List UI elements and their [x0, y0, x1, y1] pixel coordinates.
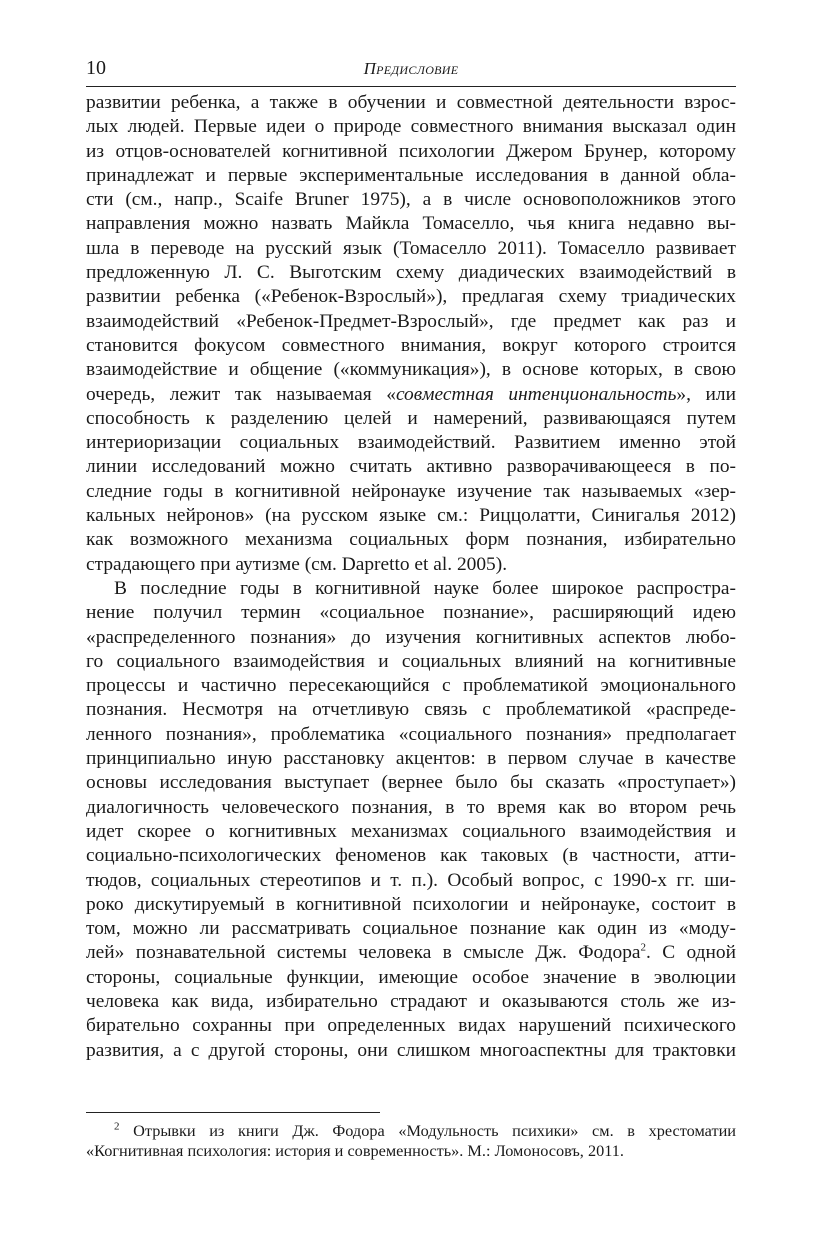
text-segment: диалогичность человеческого познания, в то время как во втором речь — [86, 796, 736, 818]
text-line — [86, 941, 736, 965]
page-number: 10 — [86, 57, 106, 79]
text-line — [86, 674, 736, 698]
text-line — [86, 188, 736, 212]
text-line — [86, 990, 736, 1014]
text-line — [86, 820, 736, 844]
text-line — [86, 796, 736, 820]
text-line — [86, 91, 736, 115]
running-title: Предисловие — [363, 59, 459, 78]
text-line — [86, 698, 736, 722]
text-segment: тюдов, социальных стереотипов и т. п.). Особый вопрос, с 1990-х гг. ши- — [86, 869, 736, 891]
text-segment: развития, а с другой стороны, они слишком многоаспектны для трактовки — [86, 1039, 736, 1061]
text-segment: процессы и частично пересекающийся с проблематикой эмоционального — [86, 675, 736, 697]
text-segment: принципиально иную расстановку акцентов: в первом случае в качестве — [86, 748, 736, 770]
text-line — [86, 626, 736, 650]
text-line — [86, 212, 736, 236]
text-line — [86, 237, 736, 261]
text-segment: ленного познания», проблематика «социального познания» предполагает — [86, 723, 736, 745]
text-line — [86, 553, 736, 577]
text-segment: «распределенного познания» до изучения когнитивных аспектов любо- — [86, 626, 736, 648]
text-segment: страдающего при аутизме (см. Dapretto et al. 2005). — [86, 553, 508, 575]
text-segment: идет скорее о когнитивных механизмах социального взаимодействия и — [86, 820, 736, 842]
text-segment: познания. Несмотря на отчетливую связь с проблематикой «распреде- — [86, 699, 736, 721]
text-line — [86, 601, 736, 625]
text-line — [86, 455, 736, 479]
text-segment: линии исследований можно считать активно разворачивающееся в по- — [86, 456, 736, 478]
running-header — [86, 56, 736, 84]
footnote-line — [86, 1121, 736, 1141]
text-segment: го социального взаимодействия и социальных влияний на когнитивные — [86, 650, 736, 672]
text-line — [86, 723, 736, 747]
text-segment: том, можно ли рассматривать социальное познание как один из «моду- — [86, 918, 736, 940]
text-segment: лей» познавательной системы человека в смысле Дж. Фодора — [86, 942, 641, 964]
text-segment: бирательно сохранны при определенных видах нарушений психического — [86, 1015, 736, 1037]
text-segment: . С одной — [646, 942, 736, 964]
footnote-line — [86, 1141, 736, 1161]
footnote-text: Отрывки из книги Дж. Фодора «Модульность психики» см. в хрестоматии — [119, 1121, 736, 1140]
text-line — [86, 650, 736, 674]
text-segment: кальных нейронов» (на русском языке см.: Риццолатти, Синигалья 2012) — [86, 505, 736, 527]
italic-term: совместная интенциональность — [395, 383, 677, 405]
text-line — [86, 966, 736, 990]
body-text — [86, 91, 736, 1063]
text-line — [86, 115, 736, 139]
paragraph — [86, 91, 736, 577]
text-segment: предложенную Л. С. Выготским схему диадических взаимодействий в — [86, 262, 736, 284]
text-segment: интериоризации социальных взаимодействий. Развитием именно этой — [86, 432, 736, 454]
text-segment: развитии ребенка («Ребенок-Взрослый»), предлагая схему триадических — [86, 286, 736, 308]
footnote-marker: 2 — [114, 1120, 120, 1133]
text-line — [86, 261, 736, 285]
footnote-reference: 2 — [640, 941, 647, 954]
text-segment: как возможного механизма социальных форм познания, избирательно — [86, 529, 736, 551]
text-segment: взаимодействий «Ребенок-Предмет-Взрослый», где предмет как раз и — [86, 310, 736, 332]
text-segment: из отцов-основателей когнитивной психологии Джером Брунер, которому — [86, 140, 736, 162]
text-segment: шла в переводе на русский язык (Томаселло 2011). Томаселло развивает — [86, 237, 736, 259]
text-segment: », или — [676, 383, 736, 405]
text-line — [86, 140, 736, 164]
footnote — [86, 1121, 736, 1161]
text-line — [86, 358, 736, 382]
text-segment: взаимодействие и общение («коммуникация»), в основе которых, в свою — [86, 359, 736, 381]
text-line — [86, 407, 736, 431]
text-line — [86, 747, 736, 771]
text-segment: нение получил термин «социальное познание», расширяющий идею — [86, 602, 736, 624]
footnote-text: «Когнитивная психология: история и современность». М.: Ломоносовъ, 2011. — [86, 1141, 624, 1160]
footnote-rule — [86, 1112, 380, 1113]
text-line — [86, 1014, 736, 1038]
text-line — [86, 917, 736, 941]
text-line — [86, 310, 736, 334]
text-line — [86, 844, 736, 868]
text-segment: лых людей. Первые идеи о природе совместного внимания высказал один — [86, 116, 736, 138]
text-segment: способность к разделению целей и намерений, развивающаяся путем — [86, 407, 736, 429]
text-segment: В последние годы в когнитивной науке более широкое распростра- — [114, 577, 736, 599]
header-rule — [86, 86, 736, 87]
text-line — [86, 480, 736, 504]
text-segment: становится фокусом совместного внимания, вокруг которого строится — [86, 334, 736, 356]
text-segment: очередь, лежит так называемая « — [86, 383, 396, 405]
text-line — [86, 431, 736, 455]
text-line — [86, 771, 736, 795]
text-segment: социально-психологических феноменов как таковых (в частности, атти- — [86, 845, 736, 867]
text-segment: следние годы в когнитивной нейронауке изучение так называемых «зер- — [86, 480, 736, 502]
text-line — [86, 577, 736, 601]
text-segment: роко дискутируемый в когнитивной психологии и нейронауке, состоит в — [86, 893, 736, 915]
text-segment: направления можно назвать Майкла Томаселло, чья книга недавно вы- — [86, 213, 736, 235]
text-segment: развитии ребенка, а также в обучении и совместной деятельности взрос- — [86, 92, 736, 113]
text-segment: принадлежат и первые экспериментальные исследования в данной обла- — [86, 164, 736, 186]
text-segment: человека как вида, избирательно страдают и оказываются столь же из- — [86, 990, 736, 1012]
text-line — [86, 504, 736, 528]
text-line — [86, 893, 736, 917]
text-line — [86, 869, 736, 893]
paragraph — [86, 577, 736, 1063]
text-line — [86, 528, 736, 552]
text-line — [86, 334, 736, 358]
text-line — [86, 1039, 736, 1063]
text-line — [86, 164, 736, 188]
text-line — [86, 383, 736, 407]
text-segment: стороны, социальные функции, имеющие особое значение в эволюции — [86, 966, 736, 988]
text-segment: основы исследования выступает (вернее было бы сказать «проступает») — [86, 772, 736, 794]
text-segment: сти (см., напр., Scaife Bruner 1975), а в числе основоположников этого — [86, 189, 736, 211]
text-line — [86, 285, 736, 309]
